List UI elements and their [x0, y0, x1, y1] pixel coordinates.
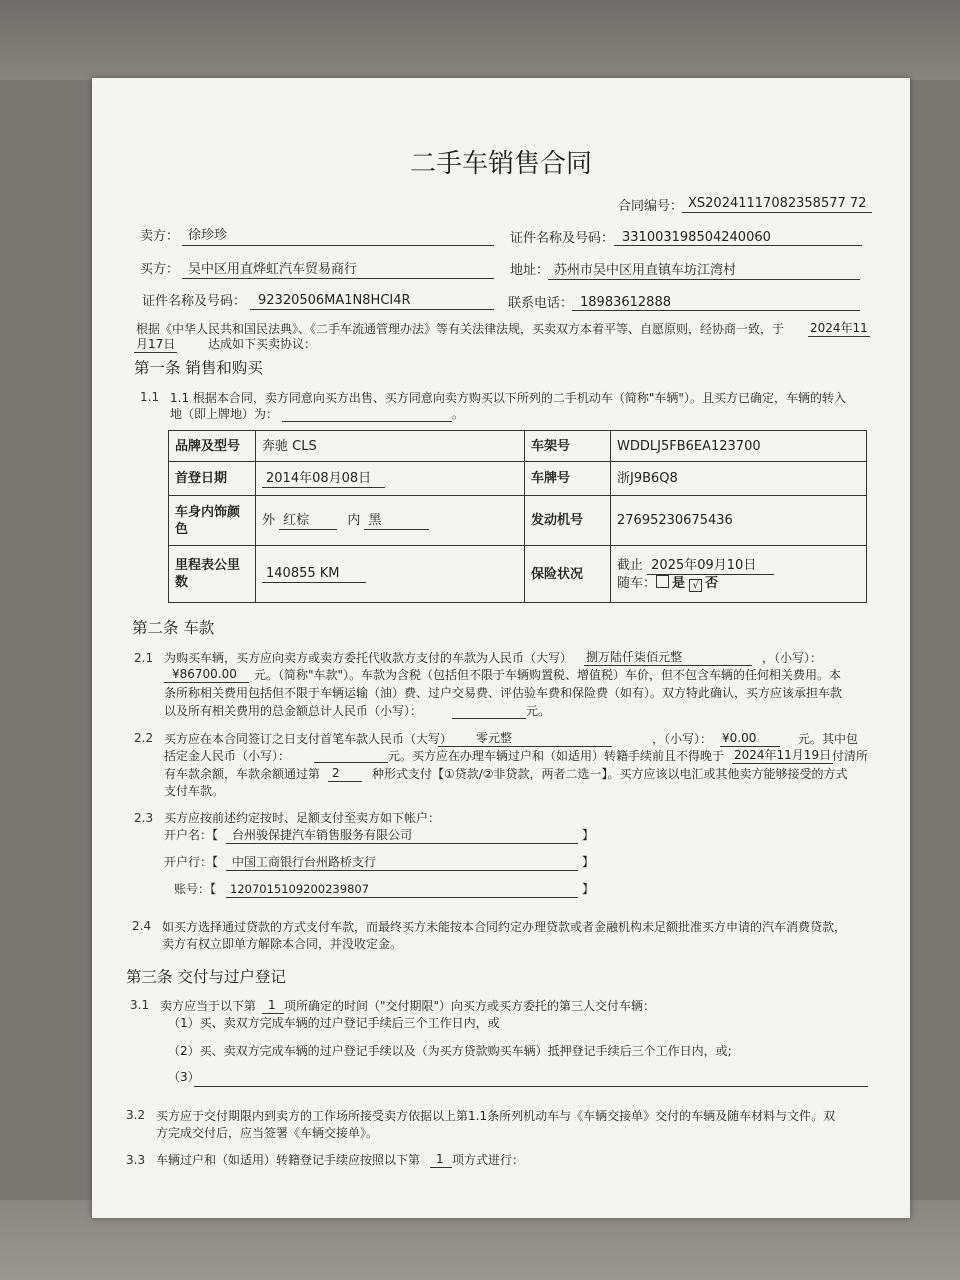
clause-2-1-e: 以及所有相关费用的总金额总计人民币（小写）： [164, 704, 423, 718]
insurance-follow-prefix: 随车： [617, 575, 657, 591]
brand-value: 奔驰 CLS [256, 431, 525, 462]
earnest-money-blank [314, 762, 388, 763]
preamble-date-a: 2024年11 [810, 321, 868, 335]
price-lowercase: ¥86700.00 [164, 666, 249, 683]
seller-name: 徐珍珍 [188, 228, 228, 243]
vin-label: 车架号 [525, 431, 611, 462]
clause-3-1-b: 项所确定的时间（"交付期限"）向买方或买方委托的第三人交付车辆： [284, 999, 656, 1013]
clause-3-1-a: 卖方应当于以下第 [160, 999, 257, 1013]
plate-label: 车牌号 [525, 462, 611, 496]
engine-label: 发动机号 [525, 496, 611, 546]
total-amount-blank [452, 718, 526, 719]
buyer-id-label: 证件名称及号码： [142, 294, 247, 309]
insurance-until-line [617, 557, 860, 575]
vehicle-info-table [168, 430, 867, 603]
balance-deadline: 2024年11月19日 [734, 748, 832, 762]
clause-2-2-i: 支付车款。 [164, 784, 225, 798]
color-cell [256, 496, 525, 546]
transfer-item: 1 [430, 1151, 452, 1168]
clause-1-1-line2: 地（即上牌地）为： [170, 407, 279, 421]
article-3-title: 第三条 交付与过户登记 [126, 968, 286, 986]
interior-prefix: 内 [347, 512, 361, 528]
price-uppercase: 捌万陆仟柒佰元整 [584, 649, 752, 666]
insurance-label: 保险状况 [525, 546, 611, 603]
account-no: 1207015109200239807 [230, 882, 370, 896]
account-no-label: 账号：【 [174, 882, 217, 896]
clause-2-1-number: 2.1 [134, 651, 154, 665]
mileage-value: 140855 KM [262, 565, 366, 583]
clause-3-2-a: 买方应于交付期限内到卖方的工作场所接受卖方依据以上第1.1条所列机动车与《车辆交接单》交付的车辆及随车材料与文件。双 [156, 1109, 836, 1123]
mileage-label-line2: 数 [175, 575, 189, 590]
account-no-bracket: 】 [582, 882, 595, 896]
color-label-line1: 车身内饰颜 [175, 504, 241, 520]
buyer-id: 92320506MA1N8HCI4R [258, 293, 411, 308]
yes-label: 是 [672, 575, 686, 591]
clause-3-1-number: 3.1 [130, 998, 150, 1012]
insurance-follow-line [617, 575, 860, 592]
clause-2-1-c: 元。（简称"车款"）。车款为含税（包括但不限于车辆购置税、增值税）车价，但不包含车辆的任何相关费用。本 [254, 668, 842, 682]
yes-checkbox[interactable] [656, 575, 669, 588]
account-name-label: 开户名：【 [164, 828, 219, 842]
clause-2-4-a: 如买方选择通过贷款的方式支付车款，而最终买方未能按本合同约定办理贷款或者金融机构未足额批准买方申请的汽车消费贷款， [162, 920, 847, 934]
deposit-uppercase: 零元整 [438, 730, 612, 747]
clause-1-1-number: 1.1 [140, 390, 160, 404]
clause-2-1-b: ，（小写）： [762, 651, 823, 665]
seller-id: 331003198504240060 [622, 230, 771, 245]
interior-color: 黑 [364, 512, 429, 530]
contract-page [92, 78, 910, 1218]
clause-2-1-a: 为购买车辆，买方应向卖方或卖方委托代收款方支付的车款为人民币（大写） [164, 651, 573, 665]
clause-2-2-b: ，（小写）： [652, 732, 713, 746]
option-3-blank [194, 1086, 868, 1087]
insurance-until-date: 2025年09月10日 [647, 557, 774, 575]
insurance-until-prefix: 截止 [617, 557, 644, 573]
document-title: 二手车销售合同 [409, 149, 592, 179]
table-row [169, 496, 867, 546]
clause-3-3-a: 车辆过户和（如适用）转籍登记手续应按照以下第 [156, 1153, 421, 1167]
account-name: 台州骏保捷汽车销售服务有限公司 [232, 828, 413, 842]
registration-place-blank [282, 421, 452, 422]
first-registration-label: 首登日期 [169, 462, 256, 496]
clause-2-2-d: 括定金人民币（小写）： [164, 749, 291, 763]
buyer-id-underline [250, 309, 494, 310]
address-underline [548, 279, 860, 280]
preamble-date-b: 月17日 [136, 337, 176, 351]
color-label-cell [169, 496, 256, 546]
clause-3-1-option-1: （1）买、卖双方完成车辆的过户登记手续后三个工作日内，或 [168, 1016, 500, 1030]
phone-label: 联系电话： [508, 296, 574, 311]
plate-value: 浙J9B6Q8 [611, 462, 867, 496]
clause-3-3-number: 3.3 [126, 1153, 146, 1167]
clause-2-2-c: 元。其中包 [798, 732, 859, 746]
seller-label: 卖方： [140, 229, 180, 244]
exterior-prefix: 外 [262, 512, 276, 528]
clause-2-4-number: 2.4 [132, 919, 152, 933]
delivery-item: 1 [262, 997, 284, 1014]
clause-3-2-number: 3.2 [126, 1108, 146, 1122]
buyer-underline [182, 278, 494, 279]
table-row [169, 546, 867, 603]
clause-2-1-d: 条所称相关费用包括但不限于车辆运输（油）费、过户交易费、评估验车费和保险费（如有）。双方特此确认，买方应该承担车款 [164, 686, 843, 700]
preamble-line1: 根据《中华人民共和国民法典》、《二手车流通管理办法》等有关法律法规，买卖双方本着平等、自愿原则，经协商一致，于 [136, 322, 785, 336]
article-2-title: 第二条 车款 [132, 619, 215, 637]
mileage-label-line1: 里程表公里 [175, 558, 241, 573]
exterior-color: 红棕 [279, 512, 337, 530]
clause-2-2-a: 买方应在本合同签订之日支付首笔车款人民币（大写） [164, 732, 453, 746]
clause-3-3-b: 项方式进行： [452, 1153, 525, 1167]
mileage-cell [256, 546, 525, 603]
clause-1-1-end: 。 [452, 407, 465, 421]
clause-2-2-h: 种形式支付【①贷款/②非贷款，两者二选一】。买方应该以电汇或其他卖方能够接受的方式 [372, 767, 848, 781]
clause-2-4-b: 卖方有权立即单方解除本合同，并没收定金。 [162, 937, 403, 951]
insurance-cell [611, 546, 867, 603]
clause-2-2-g: 有车款余额，车款余额通过第 [164, 767, 321, 781]
clause-1-1-line1: 1.1 根据本合同，卖方同意向买方出售、买方同意向卖方购买以下所列的二手机动车（简称"车辆"）。且买方已确定，车辆的转入 [170, 391, 846, 405]
clause-2-3-number: 2.3 [134, 811, 154, 825]
contract-no-label: 合同编号： [618, 199, 684, 214]
clause-3-1-option-2: （2）买、卖双方完成车辆的过户登记手续以及（为买方贷款购买车辆）抵押登记手续后三个工作日内，或; [168, 1044, 732, 1058]
article-1-title: 第一条 销售和购买 [134, 359, 263, 377]
account-bank-bracket: 】 [582, 855, 595, 869]
vin-value: WDDLJ5FB6EA123700 [611, 431, 867, 462]
account-bank-label: 开户行：【 [164, 855, 219, 869]
clause-2-3-a: 买方应按前述约定按时、足额支付至卖方如下帐户： [164, 811, 441, 825]
phone: 18983612888 [580, 295, 671, 310]
deposit-lowercase: ¥0.00 [720, 730, 780, 747]
clause-2-2-number: 2.2 [134, 731, 154, 745]
brand-label: 品牌及型号 [169, 431, 256, 462]
color-label-line2: 色 [175, 521, 189, 537]
table-row [169, 431, 867, 462]
preamble-line2: 达成如下买卖协议： [208, 337, 317, 351]
no-checkbox[interactable]: √ [689, 579, 702, 592]
account-name-underline [226, 843, 578, 844]
buyer-name: 吴中区用直烨虹汽车贸易商行 [188, 262, 358, 277]
account-bank: 中国工商银行台州路桥支行 [232, 855, 377, 869]
seller-id-label: 证件名称及号码： [510, 231, 615, 246]
account-no-underline [226, 897, 578, 898]
seller-underline [182, 245, 494, 246]
contract-no: XS20241117082358577 72 [682, 196, 872, 213]
clause-2-1-f: 元。 [526, 704, 551, 718]
engine-value: 27695230675436 [611, 496, 867, 546]
account-name-bracket: 】 [582, 828, 595, 842]
table-row [169, 462, 867, 496]
address: 苏州市吴中区用直镇车坊江湾村 [554, 263, 737, 278]
clause-3-1-option-3: （3） [168, 1070, 200, 1084]
clause-2-2-e: 元。买方应在办理车辆过户和（如适用）转籍手续前且不得晚于 [388, 749, 725, 763]
account-bank-underline [226, 870, 578, 871]
address-label: 地址： [510, 263, 550, 278]
first-registration-cell [256, 462, 525, 496]
buyer-label: 买方： [140, 262, 180, 277]
no-label: 否 [705, 575, 719, 591]
first-registration-value: 2014年08月08日 [262, 470, 385, 488]
mileage-label-cell [169, 546, 256, 603]
clause-3-2-b: 方完成交付后，应当签署《车辆交接单》。 [156, 1126, 379, 1140]
background-top [0, 0, 960, 80]
clause-2-2-f: 付清所 [832, 749, 869, 763]
payment-method: 2 [328, 765, 362, 782]
